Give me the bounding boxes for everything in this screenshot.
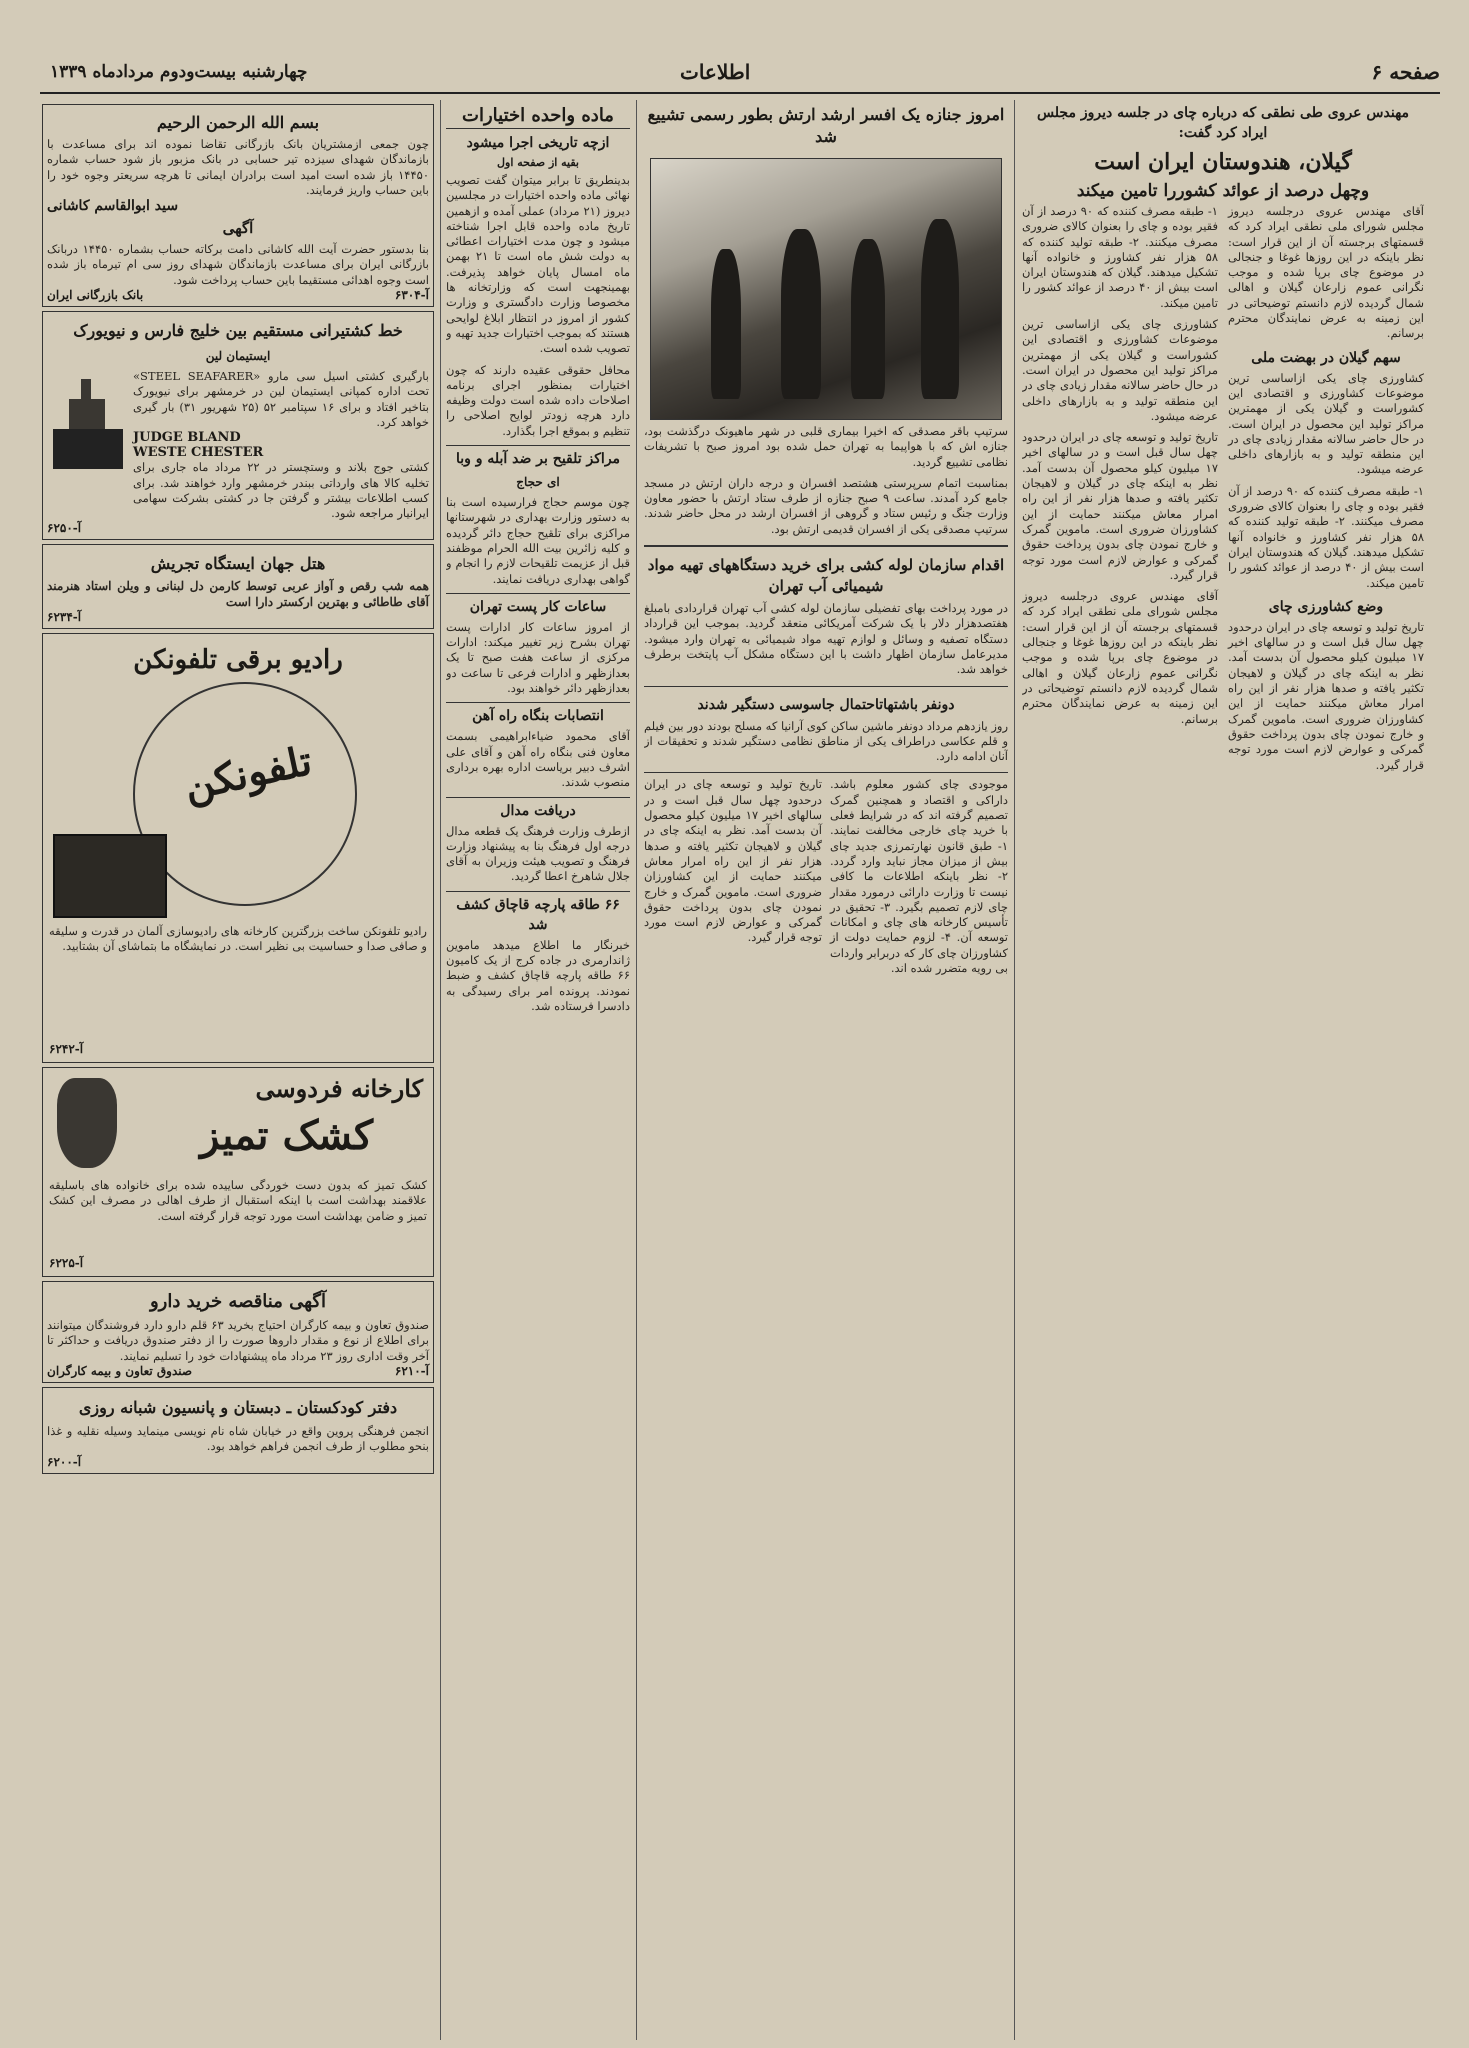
ad-heading: دفتر کودکستان ـ دبستان و پانسیون شبانه روزی [78, 1397, 398, 1417]
ad-advertiser: صندوق تعاون و بیمه کارگران [47, 1363, 193, 1378]
column-rule [636, 100, 637, 2040]
brand-name: کارخانه فردوسی [255, 1074, 423, 1104]
page-header [40, 58, 1440, 94]
ship-illustration [47, 369, 127, 489]
brand-logo: تلفونکن [179, 737, 316, 810]
ship-funnel [81, 379, 91, 399]
page-number: صفحه ۶ [1371, 60, 1440, 84]
article-paragraph: خبرنگار ما اطلاع میدهد ماموین ژاندارمری در جاده کرج از یک کامیون ۶۶ طاقه پارچه قاچاق کشف و ضبط نمودند. پرونده امر برای رسیدگی به دادسرا فرستاده شد. [446, 937, 630, 1013]
radio-illustration [53, 834, 167, 918]
issue-date: چهارشنبه بیست‌ودوم مردادماه ۱۳۳۹ [50, 62, 308, 82]
article-headline: ای حجاج [516, 475, 560, 490]
article-headline: مراکز تلقیح بر ضد آبله و وبا [455, 451, 621, 468]
article-kicker: مهندس عروی طی نطقی که درباره چای در جلسه دیروز مجلس ایراد کرد گفت: [1036, 105, 1410, 141]
article-paragraph: بمناسبت اتمام سرپرستی هشتصد افسران و درجه داران ارتش در مسجد جامع کرد آمدند. ساعت ۹ صبح جنازه از طرف ستاد ارتش با حضور معاون وزارت جنگ و رئیس ستاد و گروهی از افسران ارشد در محل حاضر شدند. سرتیپ مصدقی یکی از افسران قدیمی ارتش بود. [644, 475, 1008, 536]
ad-kashani-account [42, 104, 434, 307]
column-advertisements [42, 100, 434, 2030]
ad-signature: سید ابوالقاسم کاشانی [47, 198, 179, 215]
article-paragraph: آقای مهندس عروی درجلسه دیروز مجلس شورای ملی نطقی ایراد کرد که قسمتهای برجسته آن از این قرار است: نظر باینکه در این روزها غوغا و جنجالی در موضوع چای برپا شده و موجب نگرانی عموم زارعان گیلان و اهالی شمال گردیده لازم دانستم توضیحاتی در این زمینه به عرض نمایندگان محترم برسانم. [1228, 204, 1424, 341]
jar-illustration [57, 1078, 117, 1168]
ad-text: انجمن فرهنگی پروین واقع در خیابان شاه نام نویسی مینماید وسیله نقلیه و غذا بنحو مطلوب از طرف انجمن فراهم خواهد بود. [47, 1423, 429, 1454]
ad-heading: خط کشتیرانی مستقیم بین خلیج فارس و نیویورک [73, 321, 403, 341]
article-headline: انتصابات بنگاه راه آهن [472, 708, 604, 725]
article-subhead: ازچه تاریخی اجرا میشود [466, 135, 610, 151]
photo-figure [711, 249, 741, 399]
ad-hotel-jahan [42, 544, 434, 629]
article-paragraph: ۱- طبقه مصرف کننده که ۹۰ درصد از آن فقیر بوده و چای را بعنوان کالای ضروری مصرف میکنند. ۲- طبقه تولید کننده که ۵۸ هزار نفر کشاورز و خانواده آنها تشکیل میدهند. گیلان که هندوستان ایران است بیش از ۴۰ درصد از عوائد کشور را تامین میکند. [1228, 483, 1424, 590]
article-paragraph: آقای مهندس عروی درجلسه دیروز مجلس شورای ملی نطقی ایراد کرد که قسمتهای برجسته آن از این قرار است: نظر باینکه در این روزها غوغا و جنجالی در موضوع چای برپا شده و موجب نگرانی عموم زارعان گیلان و اهالی شمال گردیده لازم دانستم توضیحاتی در این زمینه به عرض نمایندگان محترم برسانم. [1022, 589, 1218, 726]
article-headline: دونفر باشتهاتاحتمال جاسوسی دستگیر شدند [697, 696, 955, 713]
ad-reference: آ-۶۲۱۰ [394, 1363, 429, 1378]
ad-text: رادیو تلفونکن ساخت بزرگترین کارخانه های رادیوسازی آلمان در قدرت و سلیقه و صافی صدا و حساسیت بی نظیر است. در نمایشگاه ما بتماشای آن بشتابید. [49, 924, 427, 954]
article-paragraph: روز یازدهم مرداد دونفر ماشین ساکن کوی آرانیا که مسلح بودند دور بین فیلم و قلم عکاسی دراطراف یکی از مناطق نظامی دستگیر شدند و تحقیقات از آنان ادامه دارد. [644, 718, 1008, 764]
photo-figure [921, 219, 959, 399]
ad-telefunken-radio [42, 633, 434, 1063]
newspaper-title: اطلاعات [680, 60, 751, 84]
ad-reference: آ-۶۲۳۴ [47, 610, 82, 625]
article-paragraph: در مورد پرداخت بهای تفضیلی سازمان لوله کشی آب تهران قراردادی بامبلغ هفتصدهزار دلار با یک شرکت آمریکائی منعقد گردید. بموجب این قرارداد دستگاه تصفیه و وسائل و لوازم تهیه مواد شیمیائی به تهران وارد میشود. مدیرعامل سازمان اظهار داشت با این دستگاه مشکل آب پایتخت برطرف خواهد شد. [644, 601, 1008, 677]
article-headline: اقدام سازمان لوله کشی برای خرید دستگاههای تهیه مواد شیمیائی آب تهران [647, 556, 1005, 596]
photo-figure [781, 229, 821, 399]
photo-area [644, 152, 1008, 424]
article-paragraph: کشاورزی چای یکی ازاساسی ترین موضوعات کشاورزی و اقتصادی این کشوراست و گیلان یکی از مهمترین مراکز تولید این محصول در ایران است. در حال حاضر سالانه مقدار زیادی چای در این منطقه تولید و به بازارهای داخلی عرضه میشود. [1228, 370, 1424, 477]
ad-text: بنا بدستور حضرت آیت الله کاشانی دامت برکاته حساب بشماره ۱۴۴۵۰ دربانک بازرگانی ایران برای مساعدت بازماندگان شهدای روز سی ام تیرماه باز شده است وجوه اهدائی مستقیما باین حساب پرداخت شود. [47, 242, 429, 287]
ship-name: JUDGE BLAND [133, 430, 241, 446]
article-headline: گیلان، هندوستان ایران است [1094, 149, 1352, 175]
article-headline: امروز جنازه یک افسر ارشد ارتش بطور رسمی تشییع شد [647, 105, 1005, 146]
column-rule [440, 100, 441, 2040]
article-headline: ۶۶ طاقه پارچه قاچاق کشف شد [456, 896, 620, 933]
article-paragraph: تاریخ تولید و توسعه چای در ایران درحدود چهل سال قبل است و در سالهای اخیر ۱۷ میلیون کیلو محصول آن بدست آمد. نظر به اینکه چای در گیلان و لاهیجان تکثیر یافته و صدها هزار نفر از این راه امرار معاش میکنند حمایت از این کشاورزان ضروری است. ماموین گمرک و خارج نمودن چای بدون پرداخت حقوق گمرکی و عوارض لازم است مورد توجه قرار گیرد. [1228, 619, 1424, 772]
article-headline: دریافت مدال [500, 802, 576, 819]
ad-reference: آ-۶۲۰۰ [47, 1454, 82, 1469]
ad-text: کشتی جوج بلاند و وستچستر در ۲۲ مرداد ماه جاری برای تخلیه کالا های وارداتی ببندر خرمشهر وارد خواهند شد. برای کسب اطلاعات بیشتر و گرفتن جا در کشتی بشرکت سهامی ایرانیار مراجعه شود. [133, 460, 429, 521]
ad-text: بارگیری کشتی اسیل سی مارو «STEEL SEAFARER» تحت اداره کمپانی ایستیمان لین در خرمشهر برای نیویورک بتاخیر افتاد و برای ۱۶ سپتامبر ۵۲ (۲۵ شهریور ۳۱) بار گیری خواهد کرد. [133, 369, 430, 429]
ad-reference: آ-۶۲۵۰ [47, 521, 82, 536]
article-paragraph: ازطرف وزارت فرهنگ یک قطعه مدال درجه اول فرهنگ بنا به پیشنهاد وزارت فرهنگ و تصویب هیئت وزیران به آقای جلال شاهرخ اعطا گردید. [446, 823, 630, 884]
continued-note: بقیه از صفحه اول [497, 156, 579, 169]
article-headline: ساعات کار پست تهران [469, 598, 607, 615]
funeral-photo [650, 158, 1002, 420]
article-paragraph: محافل حقوقی عقیده دارند که چون اختیارات بمنظور اجرای برنامه اصلاحات داده شده است دولت وظیفه دارد هرچه زودتر لوایح اصلاحی را تنظیم و بموقع اجرا بگذارد. [446, 362, 630, 438]
column-funeral [644, 100, 1008, 2030]
ad-text: همه شب رقص و آواز عربی توسط کارمن دل لبنانی و ویلن استاد هنرمند آقای طاطائی و بهترین ارکستر دارا است [47, 579, 429, 609]
ad-heading: هتل جهان ایستگاه تجریش [150, 554, 326, 574]
photo-figure [851, 239, 885, 399]
section-heading: سهم گیلان در بهضت ملی [1251, 349, 1401, 366]
ad-text: کشک تمیز که بدون دست خوردگی ساییده شده برای خانواده های باسلیقه علاقمند بهداشت است با اینکه استقبال از طرف اهالی در مصرف این کشک تمیز و ضامن بهداشت است مورد توجه قرار گرفته است. [49, 1178, 427, 1223]
column-authority-bill [446, 100, 630, 2030]
ad-shipping-line [42, 311, 434, 540]
article-paragraph: آقای محمود ضیاءابراهیمی بسمت معاون فنی بنگاه راه آهن و آقای علی اشرف دبیر بریاست اداره بهره برداری منصوب شدند. [446, 729, 630, 790]
ad-heading: آگهی مناقصه خرید دارو [149, 1291, 326, 1313]
ad-reference: آ-۶۳۰۴ [394, 288, 429, 303]
column-rule [1014, 100, 1015, 2040]
ship-name: WESTE CHESTER [133, 445, 264, 461]
article-paragraph: موجودی چای کشور معلوم باشد. داراکی و اقتصاد و همچنین گمرک تصمیم گرفته اند که در شرایط فعلی با خرید چای خارجی مخالفت نمایند. ۱- طبق قانون نهارتمرزی جدید چای بیش از میزان مجاز نباید وارد گردد. ۲- نظر باینکه اطلاعات ما کافی نیست تا وزارت دارائی درمورد مقدار چای لازم تصمیم بگیرد. ۳- تحقیق در تأسیس کارخانه های چای و امکانات توسعه آن. ۴- لزوم حمایت دولت از کشاورزان چای کار که دربرابر واردات بی رویه متضرر شده اند. [829, 777, 1008, 976]
column-gilan-tea [1022, 100, 1424, 2030]
ad-advertiser: بانک بازرگانی ایران [47, 288, 144, 303]
ad-text: صندوق تعاون و بیمه کارگران احتیاج بخرید ۶۳ قلم دارو دارد فروشندگان میتوانند برای اطلاع از نوع و مقدار داروها صورت را از دفتر صندوق دریافت و حداکثر تا آخر وقت اداری روز ۲۳ مرداد ماه پیشنهادات خود را تسلیم نمایند. [47, 1318, 430, 1363]
ad-ferdowsi-kashk [42, 1067, 434, 1277]
ad-drug-tender [42, 1281, 434, 1383]
article-paragraph: از امروز ساعات کار ادارات پست تهران بشرح زیر تغییر میکند: ادارات مرکزی از ساعت هفت صبح تا یک بعدازظهر و ادارات فرعی تا ساعت دو بعدازظهر دائر خواهند بود. [446, 619, 630, 696]
ad-reference: آ-۶۲۲۵ [49, 1256, 84, 1271]
article-paragraph: تاریخ تولید و توسعه چای در ایران درحدود چهل سال قبل است و در سالهای اخیر ۱۷ میلیون کیلو محصول آن بدست آمد. نظر به اینکه چای در گیلان و لاهیجان تکثیر یافته و صدها هزار نفر از این راه امرار معاش میکنند حمایت از این کشاورزان ضروری است. ماموین گمرک و خارج نمودن چای بدون پرداخت حقوق گمرکی و عوارض لازم است مورد توجه قرار گیرد. [644, 777, 822, 945]
article-paragraph: چون موسم حجاج فرارسیده است بنا به دستور وزارت بهداری در شهرستانها مراکزی برای تلقیح حجاج دائر گردیده و کلیه زائرین بیت الله الحرام موظفند قبل از عزیمت تلقیحات لازم را انجام و گواهی بهداری دریافت نمایند. [446, 495, 630, 586]
article-headline: ماده واحده اختیارات [446, 104, 630, 129]
article-paragraph: ۱- طبقه مصرف کننده که ۹۰ درصد از آن فقیر بوده و چای را بعنوان کالای ضروری مصرف میکنند. ۲- طبقه تولید کننده که ۵۸ هزار نفر کشاورز و خانواده آنها تشکیل میدهند. گیلان که هندوستان ایران است بیش از ۴۰ درصد از عوائد کشور را تامین میکند. [1022, 204, 1218, 310]
article-paragraph: تاریخ تولید و توسعه چای در ایران درحدود چهل سال قبل است و در سالهای اخیر ۱۷ میلیون کیلو محصول آن بدست آمد. نظر به اینکه چای در گیلان و لاهیجان تکثیر یافته و صدها هزار نفر از این راه امرار معاش میکنند حمایت از این کشاورزان ضروری است. ماموین گمرک و خارج نمودن چای بدون پرداخت حقوق گمرکی و عوارض لازم است مورد توجه قرار گیرد. [1022, 430, 1218, 582]
article-paragraph: کشاورزی چای یکی ازاساسی ترین موضوعات کشاورزی و اقتصادی این کشوراست و گیلان یکی از مهمترین مراکز تولید این محصول در ایران است. در حال حاضر سالانه مقدار زیادی چای در این منطقه تولید و به بازارهای داخلی عرضه میشود. [1022, 317, 1218, 423]
section-heading: وضع کشاورزی چای [1268, 598, 1384, 615]
ad-heading: رادیو برقی تلفونکن [133, 645, 343, 676]
ad-text: چون جمعی ازمشتریان بانک بازرگانی تقاضا نموده اند برای مساعدت با بازماندگان شهدای سیزده تیر حسابی در بانک مزبور باز شود حساب شماره ۱۴۴۵۰ باز شده است امید است برادران ایمانی تا هرچه سریعتر وجوه خود را باین حساب واریز فرمایند. [47, 137, 429, 197]
ship-hull [53, 429, 123, 469]
ad-reference: آ-۶۲۴۲ [49, 1042, 84, 1057]
ad-heading: بسم الله الرحمن الرحیم [156, 113, 320, 132]
product-name: کشک تمیز [200, 1112, 373, 1160]
ad-heading: آگهی [222, 219, 254, 238]
ship-bridge [69, 399, 105, 429]
ad-kindergarten [42, 1387, 434, 1474]
article-subhead: وچهل درصد از عوائد کشوررا تامین میکند [1076, 181, 1370, 201]
article-paragraph: بدینطریق تا برابر میتوان گفت تصویب نهائی ماده واحده اختیارات در مجلسین دیروز (۲۱ مرداد) عملی آمده و ازهمین تاریخ ماده واحده قابل اجرا شناخته میشود و چون مدت اختیارات اعطائی به دولت شش ماه است تا ۲۱ بهمن ماه امسال پایان خواهد پذیرفت. بهمینجهت است که وزارتخانه ها مخصوصا وزارت دادگستری و وزارت کشور از امروز در انتظار ابلاغ لوایحی هستند که بموجب اختیارات جدید تهیه و تصویب شده است. [446, 173, 630, 356]
ad-subheading: ایستیمان لین [205, 349, 271, 364]
photo-caption: سرتیپ باقر مصدقی که اخیرا بیماری قلبی در شهر ماهیونک درگذشت بود، جنازه اش که با هواپیما به تهران حمل شده بود امروز صبح با تشریفات نظامی تشییع گردید. [644, 424, 1008, 469]
